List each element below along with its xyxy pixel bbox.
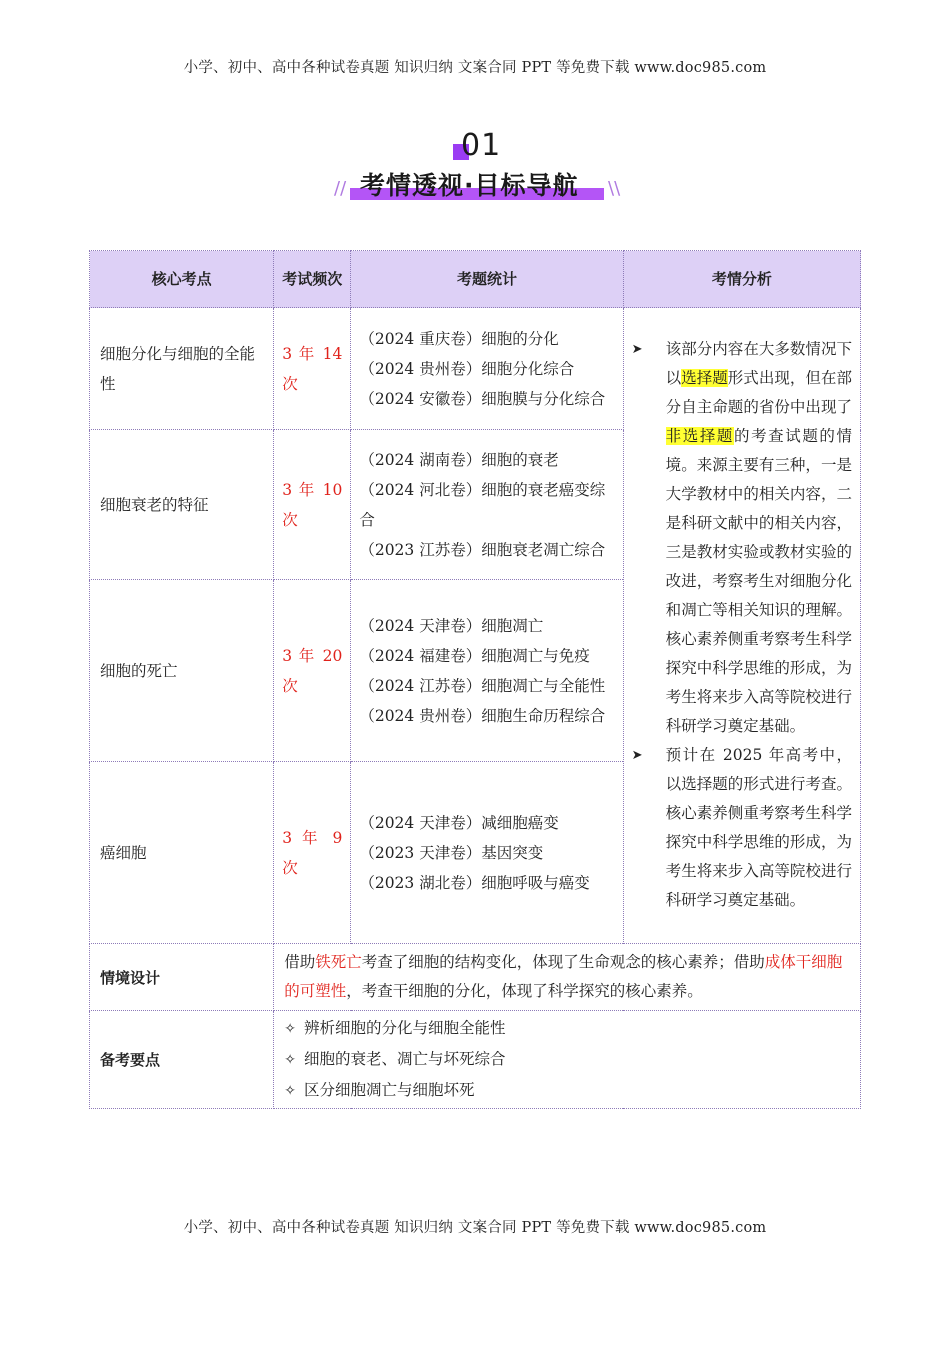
context-design-row — [90, 944, 861, 1011]
diamond-star-icon: ✧ — [284, 1021, 296, 1037]
stat-item: （2023 江苏卷）细胞衰老凋亡综合 — [359, 540, 606, 559]
stats-cell — [351, 762, 623, 944]
section-heading — [0, 128, 950, 208]
stat-item: （2024 江苏卷）细胞凋亡与全能性 — [359, 676, 606, 695]
exam-analysis-table — [89, 250, 861, 1109]
frequency-cell: 3 年 20 次 — [274, 580, 351, 762]
stat-item: （2024 福建卷）细胞凋亡与免疫 — [359, 646, 590, 665]
right-slash-decoration: \\ — [608, 178, 621, 199]
context-design-text: 借助铁死亡考查了细胞的结构变化，体现了生命观念的核心素养；借助成体干细胞的可塑性，考查干细胞的分化，体现了科学探究的核心素养。 — [274, 944, 861, 1011]
header-core-topic: 核心考点 — [90, 251, 274, 308]
stats-cell — [351, 430, 623, 580]
prep-points-list — [274, 1011, 861, 1109]
stats-cell — [351, 308, 623, 430]
frequency-cell: 3 年 14 次 — [274, 308, 351, 430]
prep-points-label: 备考要点 — [90, 1011, 274, 1109]
context-design-label: 情境设计 — [90, 944, 274, 1011]
stat-item: （2024 天津卷）减细胞癌变 — [359, 813, 559, 832]
header-frequency: 考试频次 — [274, 251, 351, 308]
analysis-cell — [623, 308, 860, 944]
diamond-star-icon: ✧ — [284, 1052, 296, 1068]
stat-item: （2024 贵州卷）细胞生命历程综合 — [359, 706, 606, 725]
stat-item: （2024 天津卷）细胞凋亡 — [359, 616, 544, 635]
header-question-stats: 考题统计 — [351, 251, 623, 308]
topic-cell: 细胞分化与细胞的全能性 — [90, 308, 274, 430]
red-keyword: 铁死亡 — [315, 953, 362, 971]
topic-cell: 细胞衰老的特征 — [90, 430, 274, 580]
stat-item: （2024 重庆卷）细胞的分化 — [359, 329, 559, 348]
arrow-bullet-icon: ➤ — [631, 341, 643, 357]
stat-item: （2023 湖北卷）细胞呼吸与癌变 — [359, 873, 590, 892]
diamond-star-icon: ✧ — [284, 1083, 296, 1099]
header-analysis: 考情分析 — [623, 251, 860, 308]
topic-cell: 癌细胞 — [90, 762, 274, 944]
stat-item: （2024 安徽卷）细胞膜与分化综合 — [359, 389, 606, 408]
stat-item: （2023 天津卷）基因突变 — [359, 843, 544, 862]
stat-item: （2024 河北卷）细胞的衰老癌变综合 — [359, 480, 606, 529]
topic-cell: 细胞的死亡 — [90, 580, 274, 762]
list-item: ✧ 细胞的衰老、凋亡与坏死综合 — [284, 1050, 506, 1068]
red-keyword: 成体干细胞的可塑性 — [284, 953, 843, 1000]
table-header-row — [90, 251, 861, 308]
section-number: 01 — [461, 128, 502, 163]
analysis-item: ➤ 该部分内容在大多数情况下以选择题形式出现，但在部分自主命题的省份中出现了非选择题的考查试题的情境。来源主要有三种，一是大学教材中的相关内容，二是科研文献中的相关内容，三是教材实验或教材实验的改进，考察考生对细胞分化和凋亡等相关知识的理解。核心素养侧重考察考生科学探究中科学思维的形成，为考生将来步入高等院校进行科研学习奠定基础。 — [632, 335, 852, 741]
stats-cell — [351, 580, 623, 762]
frequency-cell: 3 年 9 次 — [274, 762, 351, 944]
left-slash-decoration: // — [334, 178, 347, 199]
table-row — [90, 308, 861, 430]
footer-watermark: 小学、初中、高中各种试卷真题 知识归纳 文案合同 PPT 等免费下载 www.doc985.com — [183, 1220, 767, 1236]
stat-item: （2024 湖南卷）细胞的衰老 — [359, 450, 559, 469]
frequency-cell: 3 年 10 次 — [274, 430, 351, 580]
analysis-item: ➤ 预计在 2025 年高考中，以选择题的形式进行考查。核心素养侧重考察考生科学探究中科学思维的形成，为考生将来步入高等院校进行科研学习奠定基础。 — [632, 741, 852, 915]
list-item: ✧ 辨析细胞的分化与细胞全能性 — [284, 1019, 506, 1037]
section-title: 考情透视·目标导航 — [360, 171, 579, 200]
highlight-choice-question: 选择题 — [681, 368, 728, 387]
list-item: ✧ 区分细胞凋亡与细胞坏死 — [284, 1081, 475, 1099]
prep-points-row — [90, 1011, 861, 1109]
stat-item: （2024 贵州卷）细胞分化综合 — [359, 359, 575, 378]
header-watermark: 小学、初中、高中各种试卷真题 知识归纳 文案合同 PPT 等免费下载 www.doc985.com — [183, 60, 767, 76]
arrow-bullet-icon: ➤ — [631, 747, 643, 763]
highlight-non-choice-question: 非选择题 — [665, 426, 734, 445]
